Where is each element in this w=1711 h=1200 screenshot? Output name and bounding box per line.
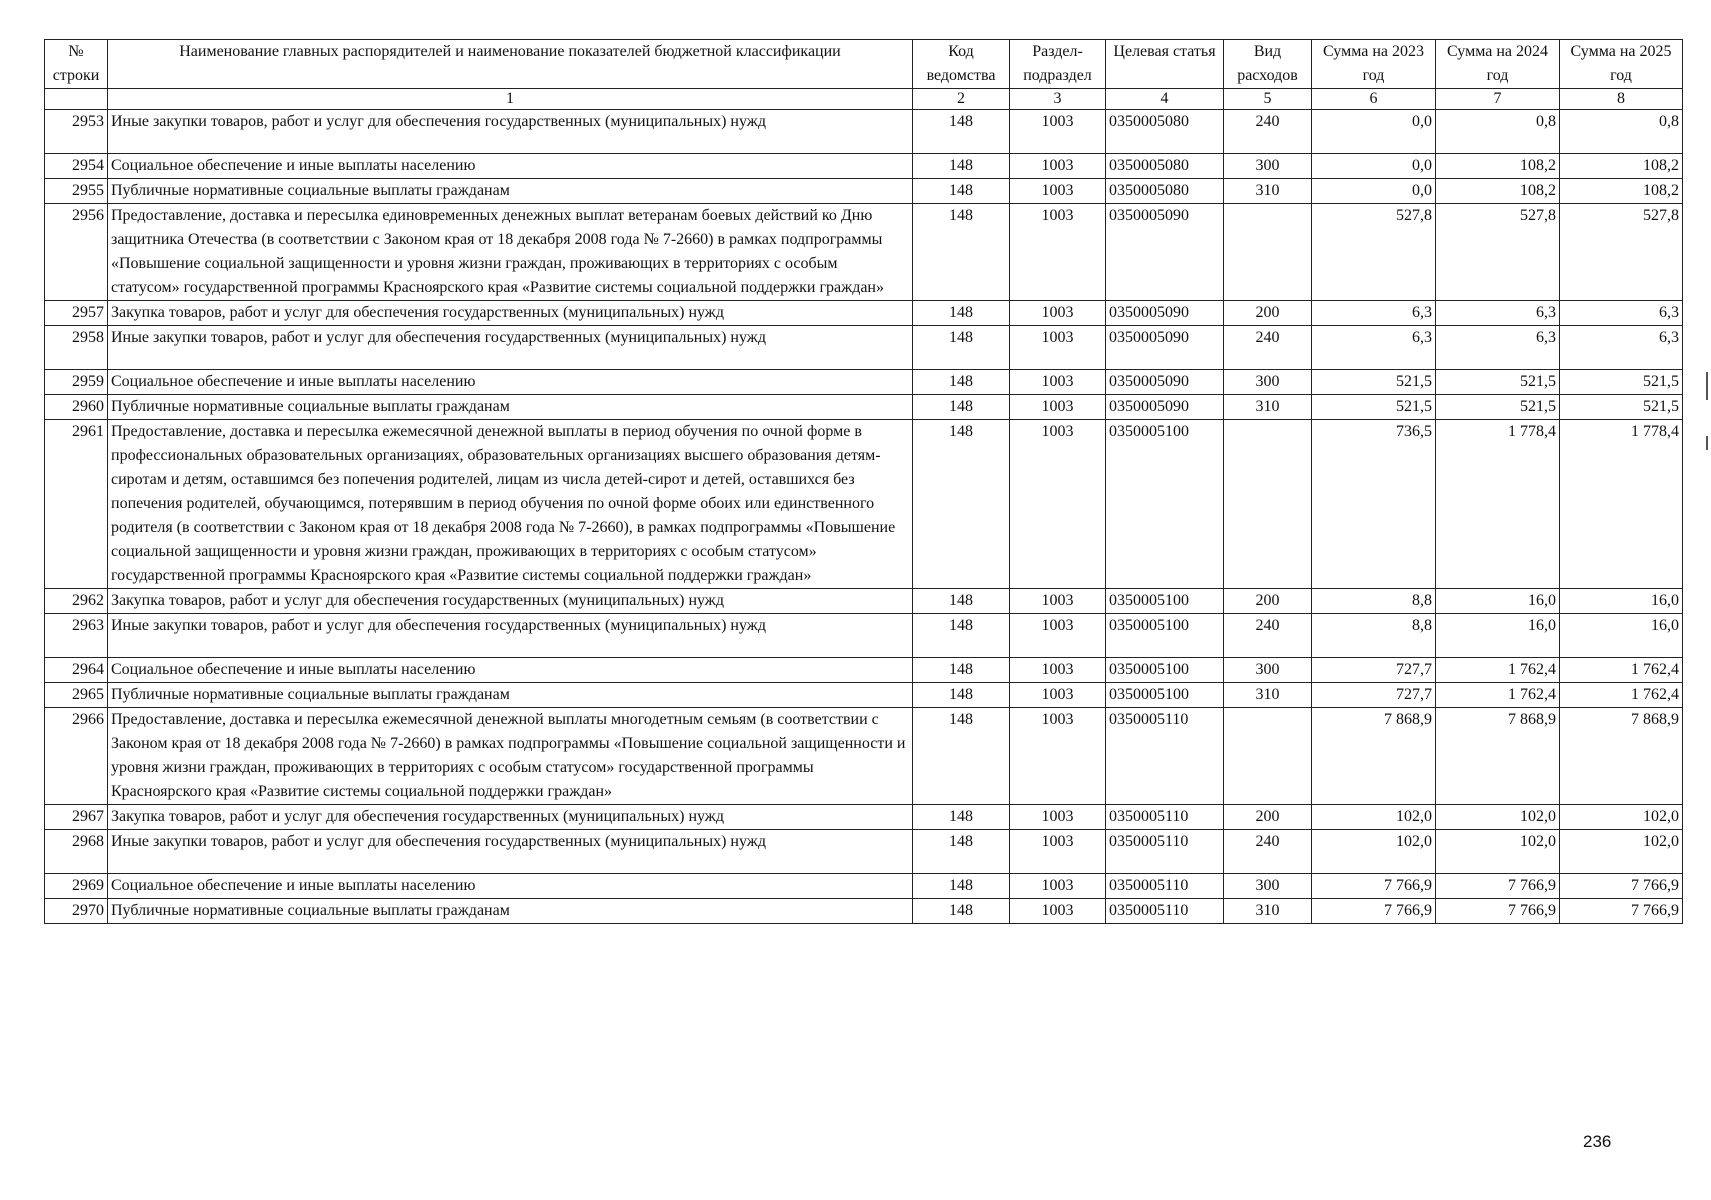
department-code: 148	[913, 420, 1010, 589]
expense-type: 200	[1224, 805, 1312, 830]
header-row	[45, 40, 1683, 89]
indicator-name: Иные закупки товаров, работ и услуг для обеспечения государственных (муниципальных) нужд	[108, 830, 913, 874]
header-target-article: Целевая статья	[1106, 40, 1224, 89]
section-subsection: 1003	[1010, 326, 1106, 370]
sum-2024: 102,0	[1436, 830, 1560, 874]
department-code: 148	[913, 154, 1010, 179]
header-row-number: № строки	[45, 40, 108, 89]
table-row	[45, 420, 1683, 589]
sum-2024: 108,2	[1436, 154, 1560, 179]
department-code: 148	[913, 301, 1010, 326]
table-row	[45, 708, 1683, 805]
indicator-name: Иные закупки товаров, работ и услуг для обеспечения государственных (муниципальных) нужд	[108, 614, 913, 658]
row-number: 2954	[45, 154, 108, 179]
department-code: 148	[913, 326, 1010, 370]
expense-type: 300	[1224, 370, 1312, 395]
page-number: 236	[1583, 1132, 1612, 1151]
table-row	[45, 830, 1683, 874]
indicator-name: Публичные нормативные социальные выплаты гражданам	[108, 683, 913, 708]
table-row	[45, 326, 1683, 370]
expense-type: 310	[1224, 179, 1312, 204]
sum-2023: 7 766,9	[1312, 899, 1436, 924]
section-subsection: 1003	[1010, 708, 1106, 805]
sum-2025: 521,5	[1560, 395, 1683, 420]
row-number: 2970	[45, 899, 108, 924]
sum-2025: 6,3	[1560, 326, 1683, 370]
table-row	[45, 179, 1683, 204]
sum-2024: 0,8	[1436, 110, 1560, 154]
table-row	[45, 204, 1683, 301]
department-code: 148	[913, 614, 1010, 658]
department-code: 148	[913, 395, 1010, 420]
target-article: 0350005100	[1106, 614, 1224, 658]
indicator-name: Предоставление, доставка и пересылка ежемесячной денежной выплаты в период обучения по очной форме в профессиональных образовательных организациях, образовательных организациях высшего образования детям-сиротам и детям, оставшимся без попечения родителей, лицам из числа детей-сирот и детей, оставшихся без попечения родителей, обучающимся, потерявшим в период обучения по очной форме обоих или единственного родителя (в соответствии с Законом края от 18 декабря 2008 года № 7-2660), в рамках подпрограммы «Повышение социальной защищенности и уровня жизни граждан, проживающих в территориях с особым статусом» государственной программы Красноярского края «Развитие системы социальной поддержки граждан»	[108, 420, 913, 589]
indicator-name: Социальное обеспечение и иные выплаты населению	[108, 370, 913, 395]
column-number: 8	[1560, 89, 1683, 110]
sum-2024: 16,0	[1436, 589, 1560, 614]
section-subsection: 1003	[1010, 395, 1106, 420]
target-article: 0350005110	[1106, 805, 1224, 830]
column-number-row	[45, 89, 1683, 110]
row-number: 2956	[45, 204, 108, 301]
row-number: 2958	[45, 326, 108, 370]
indicator-name: Закупка товаров, работ и услуг для обеспечения государственных (муниципальных) нужд	[108, 805, 913, 830]
target-article: 0350005080	[1106, 154, 1224, 179]
section-subsection: 1003	[1010, 658, 1106, 683]
sum-2024: 1 778,4	[1436, 420, 1560, 589]
sum-2023: 0,0	[1312, 179, 1436, 204]
expense-type: 200	[1224, 301, 1312, 326]
target-article: 0350005100	[1106, 683, 1224, 708]
expense-type: 310	[1224, 899, 1312, 924]
department-code: 148	[913, 874, 1010, 899]
column-number: 3	[1010, 89, 1106, 110]
sum-2024: 7 868,9	[1436, 708, 1560, 805]
sum-2023: 6,3	[1312, 301, 1436, 326]
section-subsection: 1003	[1010, 301, 1106, 326]
table-row	[45, 614, 1683, 658]
row-number: 2964	[45, 658, 108, 683]
section-subsection: 1003	[1010, 589, 1106, 614]
header-sum-2023: Сумма на 2023 год	[1312, 40, 1436, 89]
target-article: 0350005080	[1106, 179, 1224, 204]
section-subsection: 1003	[1010, 370, 1106, 395]
column-number: 5	[1224, 89, 1312, 110]
sum-2023: 727,7	[1312, 658, 1436, 683]
department-code: 148	[913, 179, 1010, 204]
indicator-name: Социальное обеспечение и иные выплаты населению	[108, 874, 913, 899]
table-row	[45, 899, 1683, 924]
department-code: 148	[913, 805, 1010, 830]
expense-type: 240	[1224, 326, 1312, 370]
target-article: 0350005090	[1106, 395, 1224, 420]
indicator-name: Закупка товаров, работ и услуг для обеспечения государственных (муниципальных) нужд	[108, 301, 913, 326]
sum-2025: 7 766,9	[1560, 874, 1683, 899]
section-subsection: 1003	[1010, 830, 1106, 874]
department-code: 148	[913, 830, 1010, 874]
sum-2023: 8,8	[1312, 589, 1436, 614]
section-subsection: 1003	[1010, 614, 1106, 658]
sum-2024: 1 762,4	[1436, 658, 1560, 683]
indicator-name: Публичные нормативные социальные выплаты гражданам	[108, 179, 913, 204]
table-row	[45, 301, 1683, 326]
sum-2025: 108,2	[1560, 154, 1683, 179]
sum-2023: 7 868,9	[1312, 708, 1436, 805]
column-number: 2	[913, 89, 1010, 110]
expense-type: 310	[1224, 683, 1312, 708]
sum-2025: 102,0	[1560, 830, 1683, 874]
table-body	[45, 110, 1683, 924]
target-article: 0350005100	[1106, 658, 1224, 683]
indicator-name: Закупка товаров, работ и услуг для обеспечения государственных (муниципальных) нужд	[108, 589, 913, 614]
scan-edge-mark	[1706, 372, 1708, 400]
department-code: 148	[913, 708, 1010, 805]
row-number: 2969	[45, 874, 108, 899]
row-number: 2965	[45, 683, 108, 708]
expense-type	[1224, 204, 1312, 301]
table-row	[45, 370, 1683, 395]
sum-2025: 521,5	[1560, 370, 1683, 395]
sum-2025: 1 762,4	[1560, 683, 1683, 708]
expense-type: 300	[1224, 154, 1312, 179]
row-number: 2968	[45, 830, 108, 874]
expense-type: 300	[1224, 658, 1312, 683]
column-number: 7	[1436, 89, 1560, 110]
expense-type: 240	[1224, 110, 1312, 154]
header-sum-2024: Сумма на 2024 год	[1436, 40, 1560, 89]
section-subsection: 1003	[1010, 420, 1106, 589]
expense-type: 240	[1224, 614, 1312, 658]
header-name: Наименование главных распорядителей и наименование показателей бюджетной классификации	[108, 40, 913, 89]
expense-type	[1224, 420, 1312, 589]
sum-2025: 108,2	[1560, 179, 1683, 204]
department-code: 148	[913, 683, 1010, 708]
sum-2025: 7 766,9	[1560, 899, 1683, 924]
sum-2023: 521,5	[1312, 395, 1436, 420]
table-row	[45, 589, 1683, 614]
row-number: 2953	[45, 110, 108, 154]
sum-2023: 0,0	[1312, 154, 1436, 179]
section-subsection: 1003	[1010, 805, 1106, 830]
sum-2025: 16,0	[1560, 589, 1683, 614]
department-code: 148	[913, 370, 1010, 395]
row-number: 2961	[45, 420, 108, 589]
section-subsection: 1003	[1010, 154, 1106, 179]
row-number: 2967	[45, 805, 108, 830]
target-article: 0350005110	[1106, 899, 1224, 924]
sum-2025: 7 868,9	[1560, 708, 1683, 805]
sum-2023: 527,8	[1312, 204, 1436, 301]
table-row	[45, 874, 1683, 899]
scan-edge-mark	[1706, 436, 1708, 450]
target-article: 0350005100	[1106, 420, 1224, 589]
sum-2023: 102,0	[1312, 805, 1436, 830]
sum-2024: 102,0	[1436, 805, 1560, 830]
table-row	[45, 110, 1683, 154]
section-subsection: 1003	[1010, 204, 1106, 301]
sum-2025: 1 762,4	[1560, 658, 1683, 683]
target-article: 0350005110	[1106, 708, 1224, 805]
row-number: 2962	[45, 589, 108, 614]
sum-2024: 527,8	[1436, 204, 1560, 301]
header-section-subsection: Раздел-подраздел	[1010, 40, 1106, 89]
department-code: 148	[913, 899, 1010, 924]
sum-2023: 6,3	[1312, 326, 1436, 370]
sum-2024: 16,0	[1436, 614, 1560, 658]
indicator-name: Социальное обеспечение и иные выплаты населению	[108, 154, 913, 179]
target-article: 0350005110	[1106, 830, 1224, 874]
sum-2024: 6,3	[1436, 326, 1560, 370]
department-code: 148	[913, 204, 1010, 301]
row-number: 2957	[45, 301, 108, 326]
sum-2024: 108,2	[1436, 179, 1560, 204]
row-number: 2959	[45, 370, 108, 395]
table-row	[45, 395, 1683, 420]
indicator-name: Предоставление, доставка и пересылка единовременных денежных выплат ветеранам боевых действий ко Дню защитника Отечества (в соответствии с Законом края от 18 декабря 2008 года № 7-2660) в рамках подпрограммы «Повышение социальной защищенности и уровня жизни граждан, проживающих в территориях с особым статусом» государственной программы Красноярского края «Развитие системы социальной поддержки граждан»	[108, 204, 913, 301]
expense-type	[1224, 708, 1312, 805]
table-row	[45, 154, 1683, 179]
expense-type: 310	[1224, 395, 1312, 420]
sum-2023: 8,8	[1312, 614, 1436, 658]
column-number-blank	[45, 89, 108, 110]
column-number: 4	[1106, 89, 1224, 110]
indicator-name: Публичные нормативные социальные выплаты гражданам	[108, 395, 913, 420]
sum-2024: 7 766,9	[1436, 874, 1560, 899]
section-subsection: 1003	[1010, 683, 1106, 708]
header-expense-type: Вид расходов	[1224, 40, 1312, 89]
table-header	[45, 40, 1683, 110]
expense-type: 300	[1224, 874, 1312, 899]
sum-2023: 0,0	[1312, 110, 1436, 154]
target-article: 0350005090	[1106, 326, 1224, 370]
section-subsection: 1003	[1010, 899, 1106, 924]
header-department-code: Код ведомства	[913, 40, 1010, 89]
sum-2025: 102,0	[1560, 805, 1683, 830]
sum-2024: 1 762,4	[1436, 683, 1560, 708]
sum-2024: 6,3	[1436, 301, 1560, 326]
target-article: 0350005090	[1106, 370, 1224, 395]
column-number: 6	[1312, 89, 1436, 110]
row-number: 2963	[45, 614, 108, 658]
section-subsection: 1003	[1010, 874, 1106, 899]
department-code: 148	[913, 658, 1010, 683]
sum-2024: 521,5	[1436, 395, 1560, 420]
sum-2023: 7 766,9	[1312, 874, 1436, 899]
target-article: 0350005080	[1106, 110, 1224, 154]
table-row	[45, 683, 1683, 708]
row-number: 2966	[45, 708, 108, 805]
indicator-name: Социальное обеспечение и иные выплаты населению	[108, 658, 913, 683]
budget-table	[44, 39, 1683, 924]
indicator-name: Иные закупки товаров, работ и услуг для обеспечения государственных (муниципальных) нужд	[108, 326, 913, 370]
sum-2023: 521,5	[1312, 370, 1436, 395]
target-article: 0350005110	[1106, 874, 1224, 899]
sum-2023: 736,5	[1312, 420, 1436, 589]
table-row	[45, 805, 1683, 830]
target-article: 0350005100	[1106, 589, 1224, 614]
department-code: 148	[913, 589, 1010, 614]
section-subsection: 1003	[1010, 179, 1106, 204]
header-sum-2025: Сумма на 2025 год	[1560, 40, 1683, 89]
indicator-name: Публичные нормативные социальные выплаты гражданам	[108, 899, 913, 924]
target-article: 0350005090	[1106, 204, 1224, 301]
sum-2025: 6,3	[1560, 301, 1683, 326]
department-code: 148	[913, 110, 1010, 154]
table-row	[45, 658, 1683, 683]
sum-2025: 527,8	[1560, 204, 1683, 301]
sum-2023: 102,0	[1312, 830, 1436, 874]
expense-type: 240	[1224, 830, 1312, 874]
sum-2025: 16,0	[1560, 614, 1683, 658]
sum-2023: 727,7	[1312, 683, 1436, 708]
column-number: 1	[108, 89, 913, 110]
sum-2024: 521,5	[1436, 370, 1560, 395]
sum-2024: 7 766,9	[1436, 899, 1560, 924]
indicator-name: Предоставление, доставка и пересылка ежемесячной денежной выплаты многодетным семьям (в соответствии с Законом края от 18 декабря 2008 года № 7-2660) в рамках подпрограммы «Повышение социальной защищенности и уровня жизни граждан, проживающих в территориях с особым статусом» государственной программы Красноярского края «Развитие системы социальной поддержки граждан»	[108, 708, 913, 805]
sum-2025: 0,8	[1560, 110, 1683, 154]
target-article: 0350005090	[1106, 301, 1224, 326]
row-number: 2955	[45, 179, 108, 204]
section-subsection: 1003	[1010, 110, 1106, 154]
expense-type: 200	[1224, 589, 1312, 614]
sum-2025: 1 778,4	[1560, 420, 1683, 589]
row-number: 2960	[45, 395, 108, 420]
indicator-name: Иные закупки товаров, работ и услуг для обеспечения государственных (муниципальных) нужд	[108, 110, 913, 154]
